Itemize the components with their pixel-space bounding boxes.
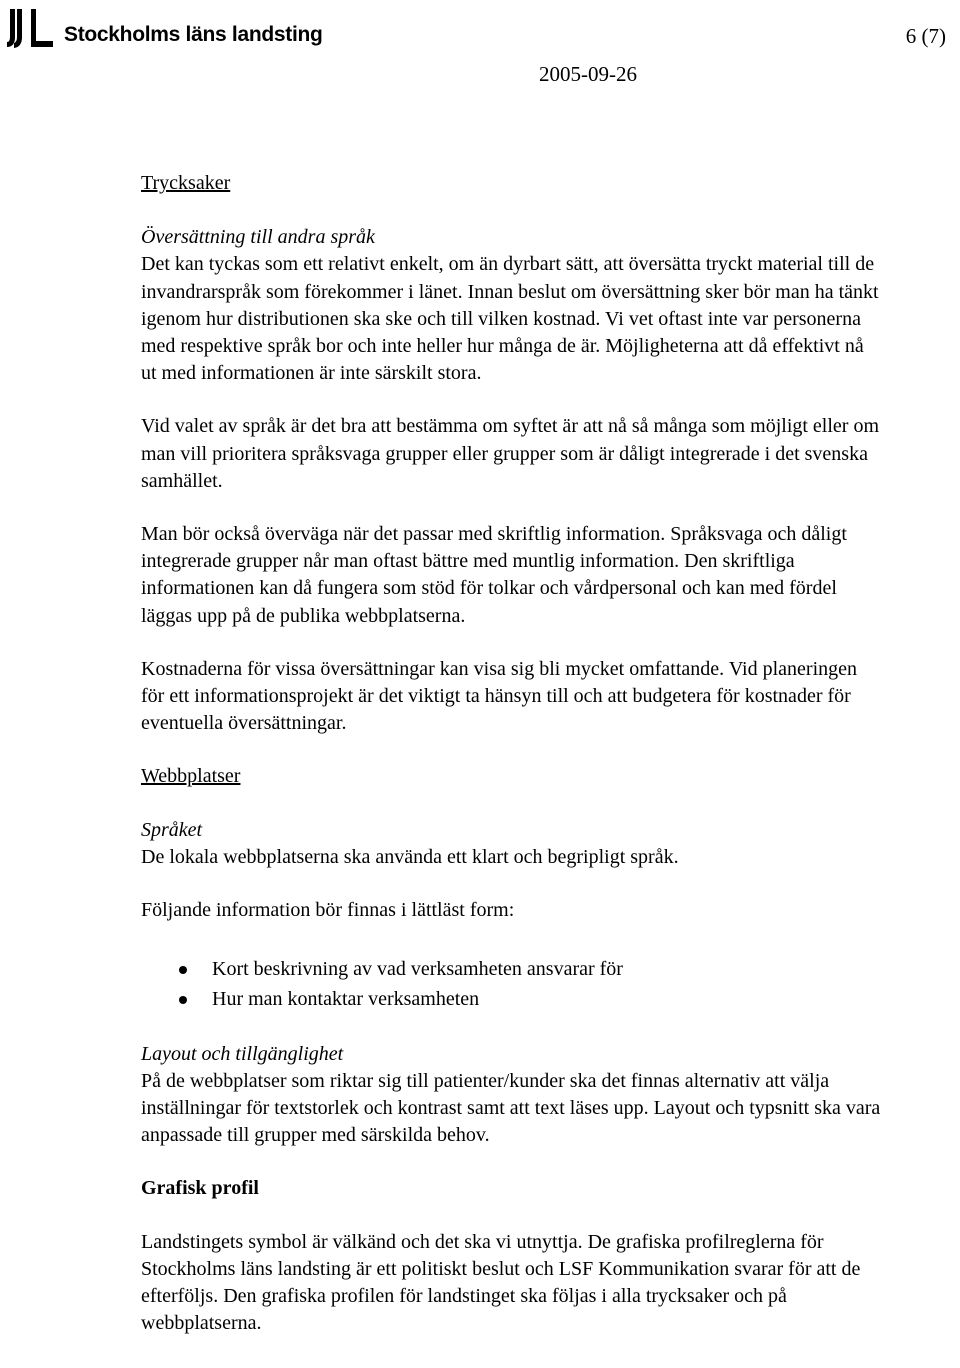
- section-heading-grafisk-profil: Grafisk profil: [141, 1177, 259, 1200]
- bullet-icon: [179, 966, 187, 974]
- paragraph-layout: På de webbplatser som riktar sig till patienter/kunder ska det finnas alternativ att välja inställningar för textstorlek och kontrast samt att text läses upp. Layout och typsnitt ska vara anpassade till grupper med särskilda behov.: [141, 1069, 881, 1147]
- section-heading-webbplatser: Webbplatser: [141, 765, 241, 788]
- list-item-text: Kort beskrivning av vad verksamheten ansvarar för: [212, 958, 623, 981]
- list-item-text: Hur man kontaktar verksamheten: [212, 988, 480, 1011]
- document-date: 2005-09-26: [539, 62, 637, 86]
- document-body: [141, 170, 881, 1338]
- paragraph-val-av-sprak: Vid valet av språk är det bra att bestämma om syftet är att nå så många som möjligt eller om man vill prioritera språksvaga grupper eller grupper som är dåligt integrerade i det svenska samhället.: [141, 415, 880, 492]
- paragraph-grafisk-profil: Landstingets symbol är välkänd och det ska vi utnyttja. De grafiska profilreglerna för Stockholms läns landsting är ett politiskt beslut och LSF Kommunikation svarar för att de efterföljs. Den grafiska profilen för landstinget ska följas i alla trycksaker och på webbplatserna.: [141, 1230, 861, 1335]
- paragraph-lattlast: Följande information bör finnas i lättläst form:: [141, 899, 515, 922]
- paragraph-skriftlig-information: Man bör också överväga när det passar med skriftlig information. Språksvaga och dåligt integrerade grupper når man oftast bättre med muntlig information. Den skriftliga informationen kan då fungera som stöd för tolkar och vårdpersonal och kan med fördel läggas upp på de publika webbplatserna.: [141, 523, 847, 627]
- organization-name: Stockholms läns landsting: [64, 23, 323, 46]
- section-heading-trycksaker: Trycksaker: [141, 172, 231, 194]
- organization-logo: [6, 4, 326, 54]
- page-number: 6 (7): [905, 24, 946, 48]
- paragraph-kostnader: Kostnaderna för vissa översättningar kan visa sig bli mycket omfattande. Vid planeringen för ett informationsprojekt är det viktigt ta hänsyn till och att budgetera för kostnader för eventuella översättningar.: [141, 657, 858, 735]
- subheading-layout: Layout och tillgänglighet: [141, 1042, 344, 1065]
- list-item: [141, 986, 881, 1013]
- bullet-icon: [179, 996, 187, 1004]
- subheading-spraket: Språket: [141, 818, 203, 841]
- paragraph-oversattning: Det kan tyckas som ett relativt enkelt, om än dyrbart sätt, att översätta tryckt material till de invandrarspråk som förekommer i länet. Innan beslut om översättning sker bör man ha tänkt igenom hur distributionen ska ske och till vilken kostnad. Vi vet oftast inte var personerna med respektive språk bor och inte heller hur många de är. Möjligheterna att då effektivt nå ut med informationen är inte särskilt stora.: [141, 253, 879, 385]
- subheading-oversattning: Översättning till andra språk: [141, 226, 375, 249]
- paragraph-spraket: De lokala webbplatserna ska använda ett klart och begripligt språk.: [141, 845, 679, 868]
- bullet-list: [141, 956, 881, 1013]
- landsting-symbol-icon: [6, 7, 54, 51]
- list-item: [141, 956, 881, 983]
